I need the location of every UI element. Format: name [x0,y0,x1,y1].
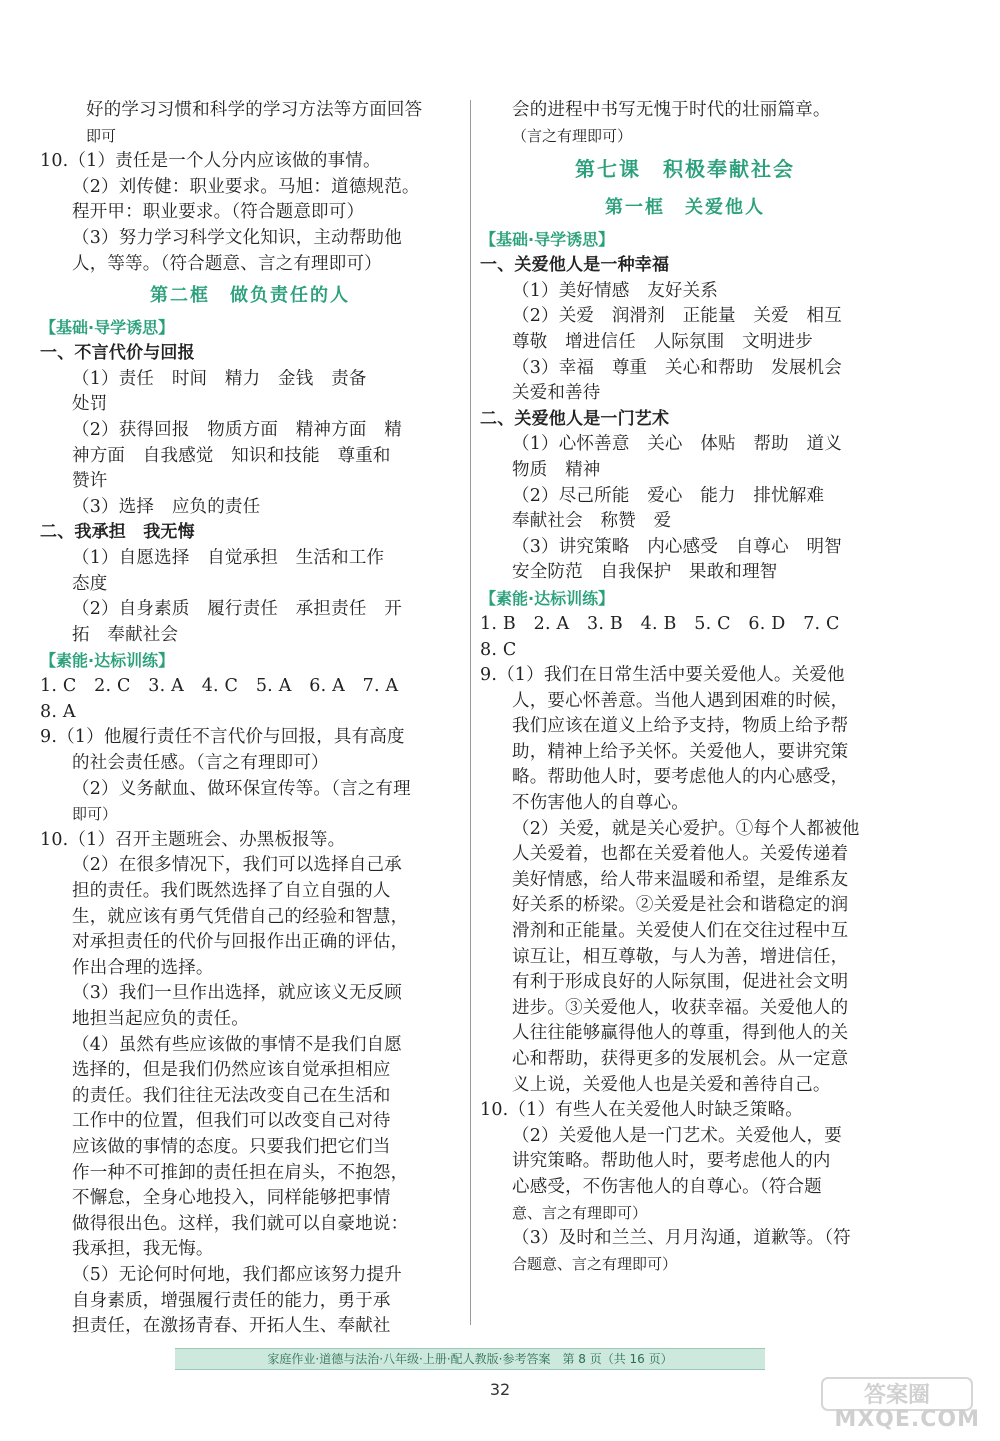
page-number: 32 [489,1380,511,1399]
answer-line: 地担当起应负的责任。 [72,1009,249,1029]
answer-line: 略。帮助他人时，要考虑他人的内心感受， [512,767,849,788]
answer-line: 10.（1）责任是一个人分内应该做的事情。 [40,151,381,172]
answer-line: 处罚 [72,394,108,415]
answer-line: 的责任。我们往往无法改变自己在生活和 [72,1085,391,1106]
answer-line: 9.（1）我们在日常生活中要关爱他人。关爱他 [480,665,845,686]
answer-line: 心感受，不伤害他人的自尊心。（符合题 [512,1176,822,1197]
answer-line: 我承担，我无悔。 [72,1239,214,1260]
frame-title: 第二框 做负责任的人 [150,285,350,307]
answer-line: （2）关爱 润滑剂 正能量 关爱 相互 [512,306,842,327]
answer-line: （2）尽己所能 爱心 能力 排忧解难 [512,485,825,506]
answer-line: 1. C 2. C 3. A 4. C 5. A 6. A 7. A [40,676,399,697]
answer-line: 人关爱着，也都在关爱着他人。关爱传递着 [512,844,849,865]
watermark-text: MXQE.COM [834,1407,980,1432]
footer-band: 家庭作业·道德与法治·八年级·上册·配人教版·参考答案 第 8 页（共 16 页） [175,1348,765,1370]
answer-line: 做得很出色。这样，我们就可以自豪地说： [72,1213,409,1234]
answer-line: 工作中的位置，但我们可以改变自己对待 [72,1111,391,1132]
answer-line: 人往往能够赢得他人的尊重，得到他人的关 [512,1023,849,1044]
answer-line: 自身素质，增强履行责任的能力，勇于承 [72,1290,391,1311]
lesson-title: 第七课 积极奉献社会 [575,157,795,182]
answer-line: 生，就应该有勇气凭借自己的经验和智慧， [72,906,409,927]
answer-line: 10.（1）召开主题班会、办黑板报等。 [40,829,346,850]
answer-line: 应该做的事情的态度。只要我们把它们当 [72,1136,391,1157]
answer-line: 奉献社会 称赞 爱 [512,511,672,532]
right-column [480,98,890,1277]
answer-line: 合题意、言之有理即可） [512,1254,678,1273]
answer-line: 谅互让，相互尊敬，与人为善，增进信任， [512,946,849,967]
answer-line: （3）讲究策略 内心感受 自尊心 明智 [512,536,842,557]
answer-line: 助，精神上给予关怀。关爱他人，要讲究策 [512,741,849,762]
answer-line: （2）关爱他人是一门艺术。关爱他人，要 [512,1125,842,1146]
answer-line: 人，要心怀善意。当他人遇到困难的时候， [512,690,849,711]
answer-line: （3）选择 应负的责任 [72,496,261,517]
section-heading: 二、我承担 我无悔 [40,522,195,543]
section-tag: 【基础·导学诱思】 [40,318,175,338]
section-tag: 【素能·达标训练】 [40,651,175,671]
answer-line: 安全防范 自我保护 果敢和理智 [512,562,778,583]
answer-line: （2）关爱，就是关心爱护。①每个人都被他 [512,818,860,839]
answer-line: 有利于形成良好的人际氛围，促进社会文明 [512,972,849,993]
answer-line: 8. A [40,701,76,722]
answer-line: 会的进程中书写无愧于时代的壮丽篇章。 [512,100,831,120]
answer-line: （2）获得回报 物质方面 精神方面 精 [72,419,402,440]
answer-line: 人，等等。（符合题意、言之有理即可） [72,253,382,274]
section-tag: 【素能·达标训练】 [480,588,615,608]
answer-line: 我们应该在道义上给予支持，物质上给予帮 [512,716,849,737]
answer-line: 态度 [72,573,108,594]
answer-line: （2）自身素质 履行责任 承担责任 开 [72,599,402,620]
watermark [820,1374,990,1436]
answer-line: 9.（1）他履行责任不言代价与回报，具有高度 [40,727,405,748]
answer-line: 拓 奉献社会 [72,624,179,645]
answer-line: 进步。③关爱他人，收获幸福。关爱他人的 [512,997,849,1018]
answer-line: 赞许 [72,471,108,492]
answer-line: 尊敬 增进信任 人际氛围 文明进步 [512,331,813,352]
answer-line: （言之有理即可） [512,126,633,145]
answer-line: （3）努力学习科学文化知识，主动帮助他 [72,227,402,248]
answer-line: 10.（1）有些人在关爱他人时缺乏策略。 [480,1100,803,1121]
answer-line: 作出合理的选择。 [72,957,214,978]
answer-line: 担的责任。我们既然选择了自立自强的人 [72,881,391,902]
answer-line: （1）美好情感 友好关系 [512,280,719,301]
answer-line: 滑剂和正能量。关爱使人们在交往过程中互 [512,921,849,942]
answer-line: （1）责任 时间 精力 金钱 责备 [72,368,367,389]
answer-line: （4）虽然有些应该做的事情不是我们自愿 [72,1034,402,1055]
answer-line: 物质 精神 [512,459,601,480]
answer-line: （5）无论何时何地，我们都应该努力提升 [72,1264,402,1285]
answer-line: （3）我们一旦作出选择，就应该义无反顾 [72,983,402,1004]
answer-line: （3）及时和兰兰、月月沟通，道歉等。（符 [512,1228,851,1249]
answer-line: 讲究策略。帮助他人时，要考虑他人的内 [512,1151,831,1172]
answer-line: 好的学习习惯和科学的学习方法等方面回答 [86,100,423,120]
answer-line: （1）自愿选择 自觉承担 生活和工作 [72,547,385,568]
section-heading: 二、关爱他人是一门艺术 [480,408,670,429]
section-heading: 一、关爱他人是一种幸福 [480,255,670,276]
answer-line: （3）幸福 尊重 关心和帮助 发展机会 [512,357,842,378]
section-heading: 一、不言代价与回报 [40,343,195,364]
answer-line: 即可） [72,805,118,824]
answer-line: 担责任，在激扬青春、开拓人生、奉献社 [72,1316,391,1337]
answer-line: 程开甲：职业要求。（符合题意即可） [72,202,365,223]
watermark-logo-text: 答案圈 [863,1383,931,1408]
answer-line: 义上说，关爱他人也是关爱和善待自己。 [512,1074,831,1095]
answer-line: 1. B 2. A 3. B 4. B 5. C 6. D 7. C [480,613,840,634]
answer-line: 的社会责任感。（言之有理即可） [72,753,329,774]
answer-line: 8. C [480,639,517,660]
answer-line: 好关系的桥梁。②关爱是社会和谐稳定的润 [512,895,849,916]
answer-line: 对承担责任的代价与回报作出正确的评估， [72,932,409,953]
answer-line: 神方面 自我感觉 知识和技能 尊重和 [72,445,391,466]
answer-line: （2）在很多情况下，我们可以选择自己承 [72,855,402,876]
frame-title: 第一框 关爱他人 [605,197,765,219]
answer-line: 不懈怠，全身心地投入，同样能够把事情 [72,1188,391,1209]
answer-line: 不伤害他人的自尊心。 [512,793,689,814]
answer-line: 关爱和善待 [512,383,601,404]
section-tag: 【基础·导学诱思】 [480,230,615,250]
left-column [40,98,460,1340]
answer-line: 美好情感，给人带来温暖和希望，是维系友 [512,869,849,890]
column-divider [470,100,471,1325]
answer-line: （2）刘传健：职业要求。马旭：道德规范。 [72,176,420,197]
answer-line: 作一种不可推卸的责任担在肩头，不抱怨， [72,1162,409,1183]
answer-line: 即可 [86,126,117,145]
answer-line: 意、言之有理即可） [512,1203,648,1222]
answer-line: 选择的，但是我们仍然应该自觉承担相应 [72,1060,391,1081]
answer-line: 心和帮助，获得更多的发展机会。从一定意 [512,1049,849,1069]
answer-line: （1）心怀善意 关心 体贴 帮助 道义 [512,434,842,455]
answer-line: （2）义务献血、做环保宣传等。（言之有理 [72,778,411,799]
